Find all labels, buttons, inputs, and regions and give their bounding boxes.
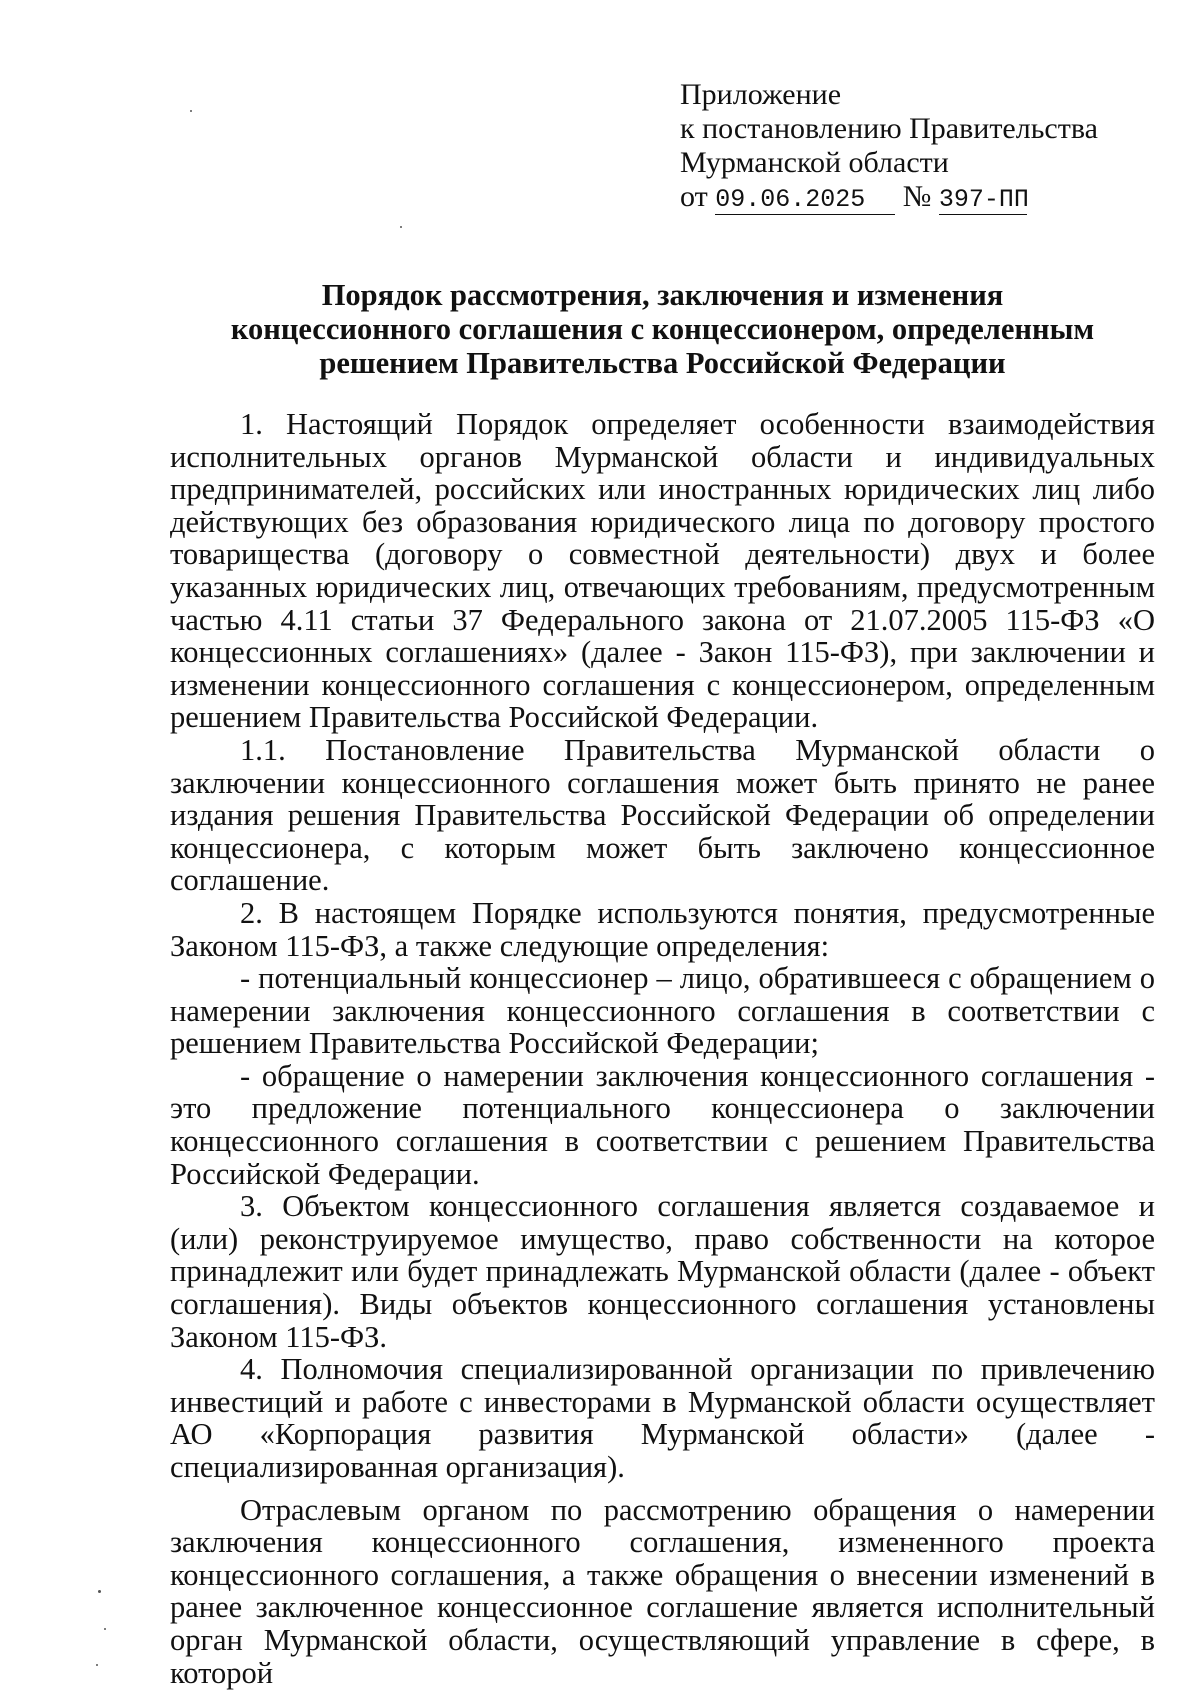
paragraph-2: 2. В настоящем Порядке используются понятия, предусмотренные Законом 115-ФЗ, а также следующие определения: [170,895,1155,963]
scan-speck [400,226,402,228]
scan-speck [98,1590,101,1593]
title-line-3: решением Правительства Российской Федерации [319,346,1006,380]
paragraph-sector-body: Отраслевым органом по рассмотрению обращения о намерении заключения концессионного соглашения, измененного проекта концессионного соглашения, а также обращения о внесении изменений в ранее заключенное концессионное соглашение является исполнительный орган Мурманской области, осуществляющий управление в сфере, в которой [170,1492,1155,1690]
title-line-2: концессионного соглашения с концессионером, определенным [230,312,1095,346]
paragraph-4: 4. Полномочия специализированной организации по привлечению инвестиций и работе с инвесторами в Мурманской области осуществляет АО «Корпорация развития Мурманской области» (далее - специализированная организация). [170,1352,1155,1484]
paragraph-3: 3. Объектом концессионного соглашения является создаваемое и (или) реконструируемое имущество, право собственности на которое принадлежит или будет принадлежать Мурманской области (далее - объект соглашения). Виды объектов концессионного соглашения установлены Законом 115-ФЗ. [170,1189,1155,1354]
appendix-date-number-line [680,180,1098,215]
appendix-header [680,78,1098,215]
appendix-region-line: Мурманской области [680,146,949,179]
paragraph-1: 1. Настоящий Порядок определяет особенности взаимодействия исполнительных органов Мурманской области и индивидуальных предпринимателей, российских или иностранных юридических лиц либо действующих без образования юридического лица по договору простого товарищества (договору о совместной деятельности) двух и более указанных юридических лиц, отвечающих требованиям, предусмотренным частью 4.11 статьи 37 Федерального закона от 21.07.2005 115-ФЗ «О концессионных соглашениях» (далее - Закон 115-ФЗ), при заключении и изменении концессионного соглашения с концессионером, определенным решением Правительства Российской Федерации. [170,407,1155,735]
definition-intent-appeal: - обращение о намерении заключения концессионного соглашения - это предложение потенциального концессионера о заключении концессионного соглашения в соответствии с решением Правительства Российской Федерации. [170,1058,1155,1191]
date-prefix: от [680,180,708,213]
resolution-number: 397-ПП [938,185,1029,214]
definition-potential-concessionaire: - потенциальный концессионер – лицо, обратившееся с обращением о намерении заключения концессионного соглашения в соответствии с решением Правительства Российской Федерации; [170,961,1155,1061]
document-title [170,278,1155,380]
scan-speck [104,1628,106,1630]
title-line-1: Порядок рассмотрения, заключения и изменения [321,278,1004,312]
number-prefix: № [902,180,932,213]
scan-speck [190,110,192,112]
appendix-resolution-line: к постановлению Правительства [680,112,1098,145]
paragraph-1-1: 1.1. Постановление Правительства Мурманской области о заключении концессионного соглашения может быть принято не ранее издания решения Правительства Российской Федерации об определении концессионера, с которым может быть заключено концессионное соглашение. [170,732,1155,898]
document-body [170,408,1155,1689]
scan-speck [96,1664,98,1666]
appendix-label: Приложение [680,78,842,111]
resolution-date: 09.06.2025 [715,186,895,215]
